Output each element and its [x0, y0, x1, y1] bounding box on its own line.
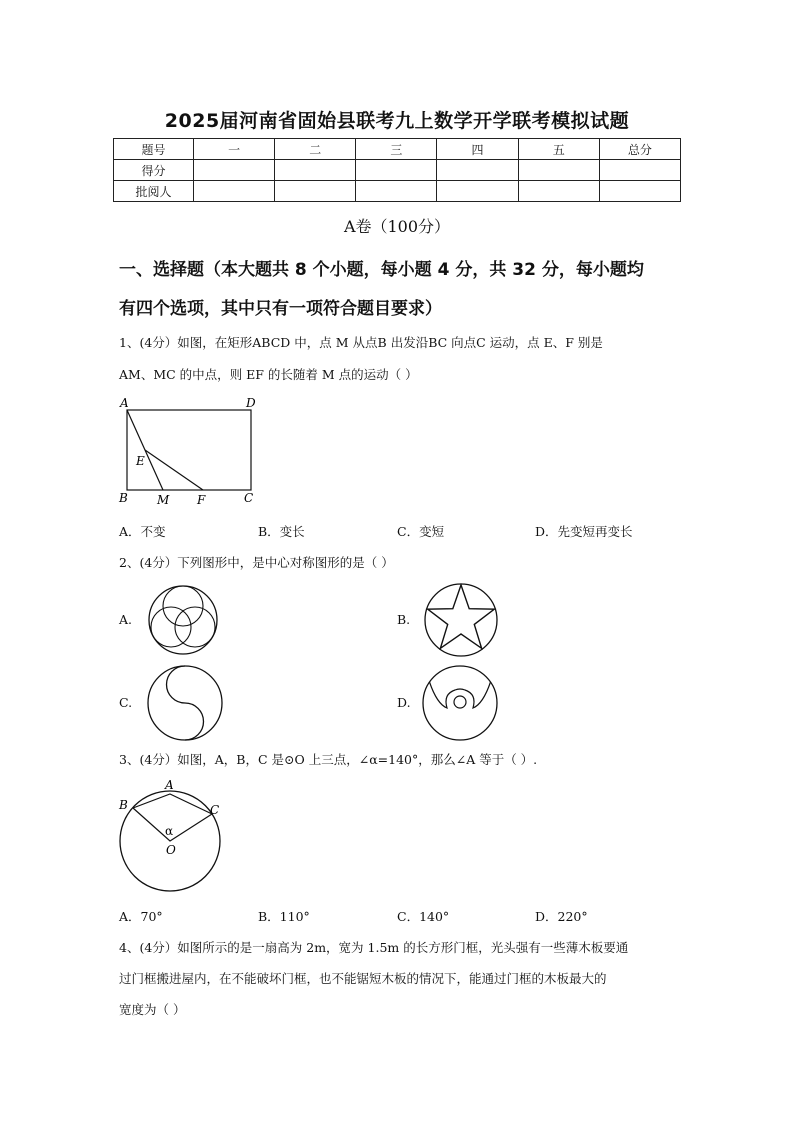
- q1-option-c: C．变短: [397, 524, 445, 539]
- table-cell: [518, 160, 599, 181]
- table-cell: 总分: [599, 139, 680, 160]
- q1-option-b: B．变长: [258, 524, 305, 539]
- table-cell: 四: [437, 139, 518, 160]
- q1-option-a: A．不变: [119, 524, 166, 539]
- q2-option-a-label: A.: [119, 612, 133, 627]
- q2-figure-b-star: [423, 582, 499, 658]
- exam-title: 2025届河南省固始县联考九上数学开学联考模拟试题: [164, 110, 630, 132]
- table-cell: [599, 181, 680, 202]
- label-c: C: [210, 803, 220, 817]
- table-cell: 五: [518, 139, 599, 160]
- q1-text-line1: 1、(4分）如图，在矩形ABCD 中，点 M 从点B 出发沿BC 向点C 运动，点 E、F 别是: [119, 335, 603, 350]
- table-cell: 一: [194, 139, 275, 160]
- q3-option-c: C．140°: [397, 909, 450, 924]
- paper-label: A卷（100分）: [343, 217, 451, 236]
- label-e: E: [136, 454, 145, 468]
- table-cell: 三: [356, 139, 437, 160]
- label-o: O: [166, 843, 176, 857]
- label-alpha: α: [165, 824, 174, 838]
- q1-rectangle-figure: [115, 394, 265, 509]
- table-cell: [518, 181, 599, 202]
- table-cell: 批阅人: [114, 181, 194, 202]
- q1-option-d: D．先变短再变长: [535, 524, 633, 539]
- label-b: B: [119, 798, 128, 812]
- table-cell: [275, 160, 356, 181]
- q3-option-a: A．70°: [119, 909, 163, 924]
- score-table: [113, 138, 681, 202]
- label-m: M: [157, 493, 170, 507]
- table-row: [114, 181, 681, 202]
- table-cell: [356, 160, 437, 181]
- q3-option-b: B．110°: [258, 909, 310, 924]
- q2-text-line1: 2、(4分）下列图形中，是中心对称图形的是（ ）: [119, 555, 394, 570]
- label-c: C: [244, 491, 254, 505]
- table-cell: [437, 181, 518, 202]
- table-cell: [194, 160, 275, 181]
- table-cell: [437, 160, 518, 181]
- q4-text-line2: 过门框搬进屋内，在不能破坏门框，也不能锯短木板的情况下，能通过门框的木板最大的: [119, 971, 607, 986]
- q3-option-d: D．220°: [535, 909, 588, 924]
- q2-option-d-label: D.: [397, 695, 411, 710]
- q4-text-line3: 宽度为（ ）: [119, 1002, 186, 1017]
- q2-option-c-label: C.: [119, 695, 133, 710]
- section-heading-line2: 有四个选项，其中只有一项符合题目要求）: [119, 299, 442, 319]
- q2-figure-a-trefoil: [146, 583, 220, 657]
- table-cell: [599, 160, 680, 181]
- score-table-header-row: [114, 139, 681, 160]
- label-b: B: [119, 491, 128, 505]
- q1-text-line2: AM、MC 的中点，则 EF 的长随着 M 点的运动（ ）: [119, 367, 418, 382]
- table-cell: [275, 181, 356, 202]
- table-cell: [356, 181, 437, 202]
- chords-ba-ac: [133, 794, 212, 814]
- label-a: A: [165, 778, 174, 792]
- q2-figure-c-yinyang: [146, 664, 224, 742]
- q3-circle-figure: [115, 778, 227, 894]
- table-cell: [194, 181, 275, 202]
- label-f: F: [197, 493, 206, 507]
- table-row: [114, 160, 681, 181]
- q4-text-line1: 4、(4分）如图所示的是一扇高为 2m，宽为 1.5m 的长方形门框，光头强有一些薄木板要通: [119, 940, 629, 955]
- table-cell: 得分: [114, 160, 194, 181]
- q2-figure-d-shape: [421, 664, 499, 742]
- table-cell: 二: [275, 139, 356, 160]
- q3-text-line1: 3、(4分）如图，A，B，C 是⊙O 上三点，∠α=140°，那么∠A 等于（ ）.: [119, 752, 538, 767]
- section-heading-line1: 一、选择题（本大题共 8 个小题，每小题 4 分，共 32 分，每小题均: [119, 260, 644, 280]
- q2-option-b-label: B.: [397, 612, 411, 627]
- label-a: A: [120, 396, 129, 410]
- table-cell: 题号: [114, 139, 194, 160]
- label-d: D: [246, 396, 256, 410]
